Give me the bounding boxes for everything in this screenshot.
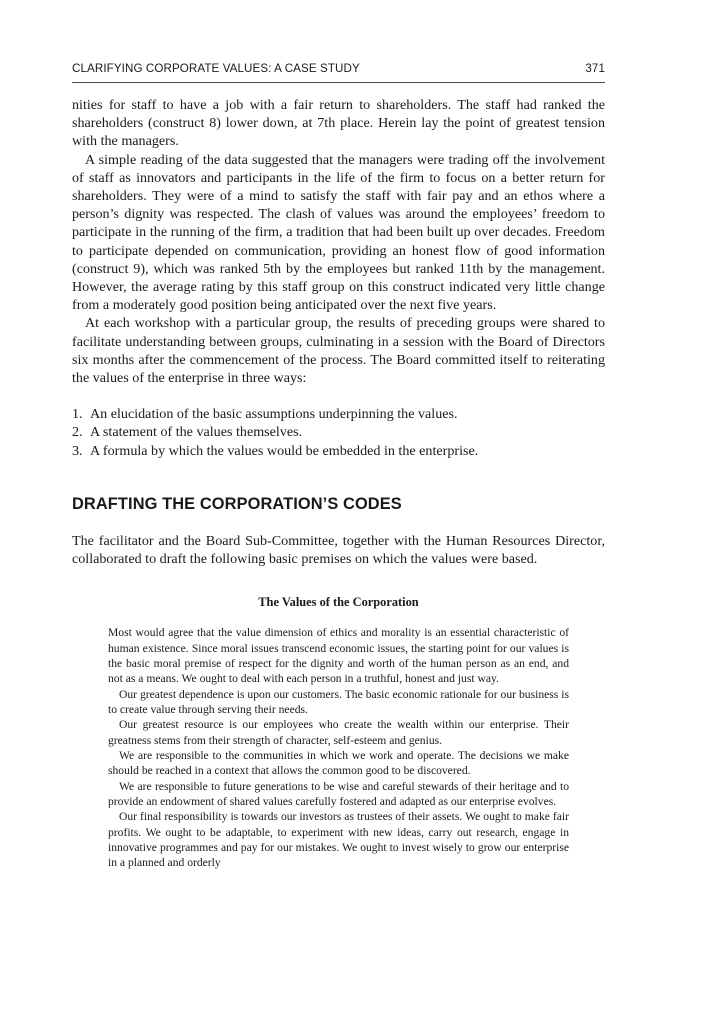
numbered-list [72, 405, 605, 460]
extract-paragraph: Most would agree that the value dimension of ethics and morality is an essential characteristic of human existence. Since moral issues transcend economic issues, the starting point for our values is the basic moral premise of respect for the dignity and worth of the human person as an end, and not as a means. We ought to deal with each person in a truthful, honest and just way. [108, 626, 569, 686]
extract-paragraph: Our final responsibility is towards our investors as trustees of their assets. We ought to make fair profits. We ought to be adaptable, to experiment with new ideas, carry out research, engage in innovative programmes and pay for our mistakes. We ought to invest wisely to grow our enterprise in a planned and orderly [108, 810, 569, 870]
page-number: 371 [585, 62, 605, 75]
body-paragraph: A simple reading of the data suggested that the managers were trading off the involvement of staff as innovators and participants in the life of the firm to focus on a better return for shareholders. They were of a mind to satisfy the staff with fair pay and an ethos where a person’s dignity was respected. The clash of values was around the employees’ freedom to participate in the running of the firm, a tradition that had been built up over decades. Freedom to participate depended on communication, providing an honest flow of good information (construct 9), which was ranked 5th by the employees but ranked 11th by the management. However, the average rating by this staff group on this construct indicated very little change from a moderately good position being anticipated over the next five years. [72, 151, 605, 314]
list-item [72, 423, 605, 441]
extract-title: The Values of the Corporation [258, 595, 419, 610]
body-paragraph: At each workshop with a particular group, the results of preceding groups were shared to facilitate understanding between groups, culminating in a session with the Board of Directors six months after the commencement of the process. The Board committed itself to reiterating the values of the enterprise in three ways: [72, 315, 605, 387]
extract-paragraph: We are responsible to the communities in which we work and operate. The decisions we make should be reached in a context that allows the common good to be discovered. [108, 749, 569, 778]
list-item [72, 405, 605, 423]
values-extract [108, 625, 569, 871]
list-item [72, 442, 605, 460]
body-paragraph: nities for staff to have a job with a fair return to shareholders. The staff had ranked the shareholders (construct 8) lower down, at 7th place. Herein lay the point of greatest tension with the managers. [72, 97, 605, 150]
list-number: 1. [72, 406, 83, 423]
extract-paragraph: Our greatest dependence is upon our customers. The basic economic rationale for our business is to create value through serving their needs. [108, 687, 569, 716]
list-text: A formula by which the values would be embedded in the enterprise. [90, 442, 479, 459]
running-head [72, 62, 605, 83]
list-text: A statement of the values themselves. [90, 424, 303, 441]
list-number: 2. [72, 424, 83, 441]
extract-paragraph: Our greatest resource is our employees who create the wealth within our enterprise. Their greatness stems from their strength of character, self-esteem and genius. [108, 718, 569, 747]
list-number: 3. [72, 442, 83, 459]
running-title: CLARIFYING CORPORATE VALUES: A CASE STUDY [72, 62, 360, 75]
list-text: An elucidation of the basic assumptions underpinning the values. [90, 406, 458, 423]
section-heading: DRAFTING THE CORPORATION’S CODES [72, 494, 402, 513]
book-page [72, 62, 605, 871]
section-paragraph: The facilitator and the Board Sub-Committee, together with the Human Resources Director, collaborated to draft the following basic premises on which the values were based. [72, 532, 605, 568]
extract-paragraph: We are responsible to future generations to be wise and careful stewards of their heritage and to provide an endowment of shared values carefully fostered and adapted as our enterprise evolves. [108, 779, 569, 809]
